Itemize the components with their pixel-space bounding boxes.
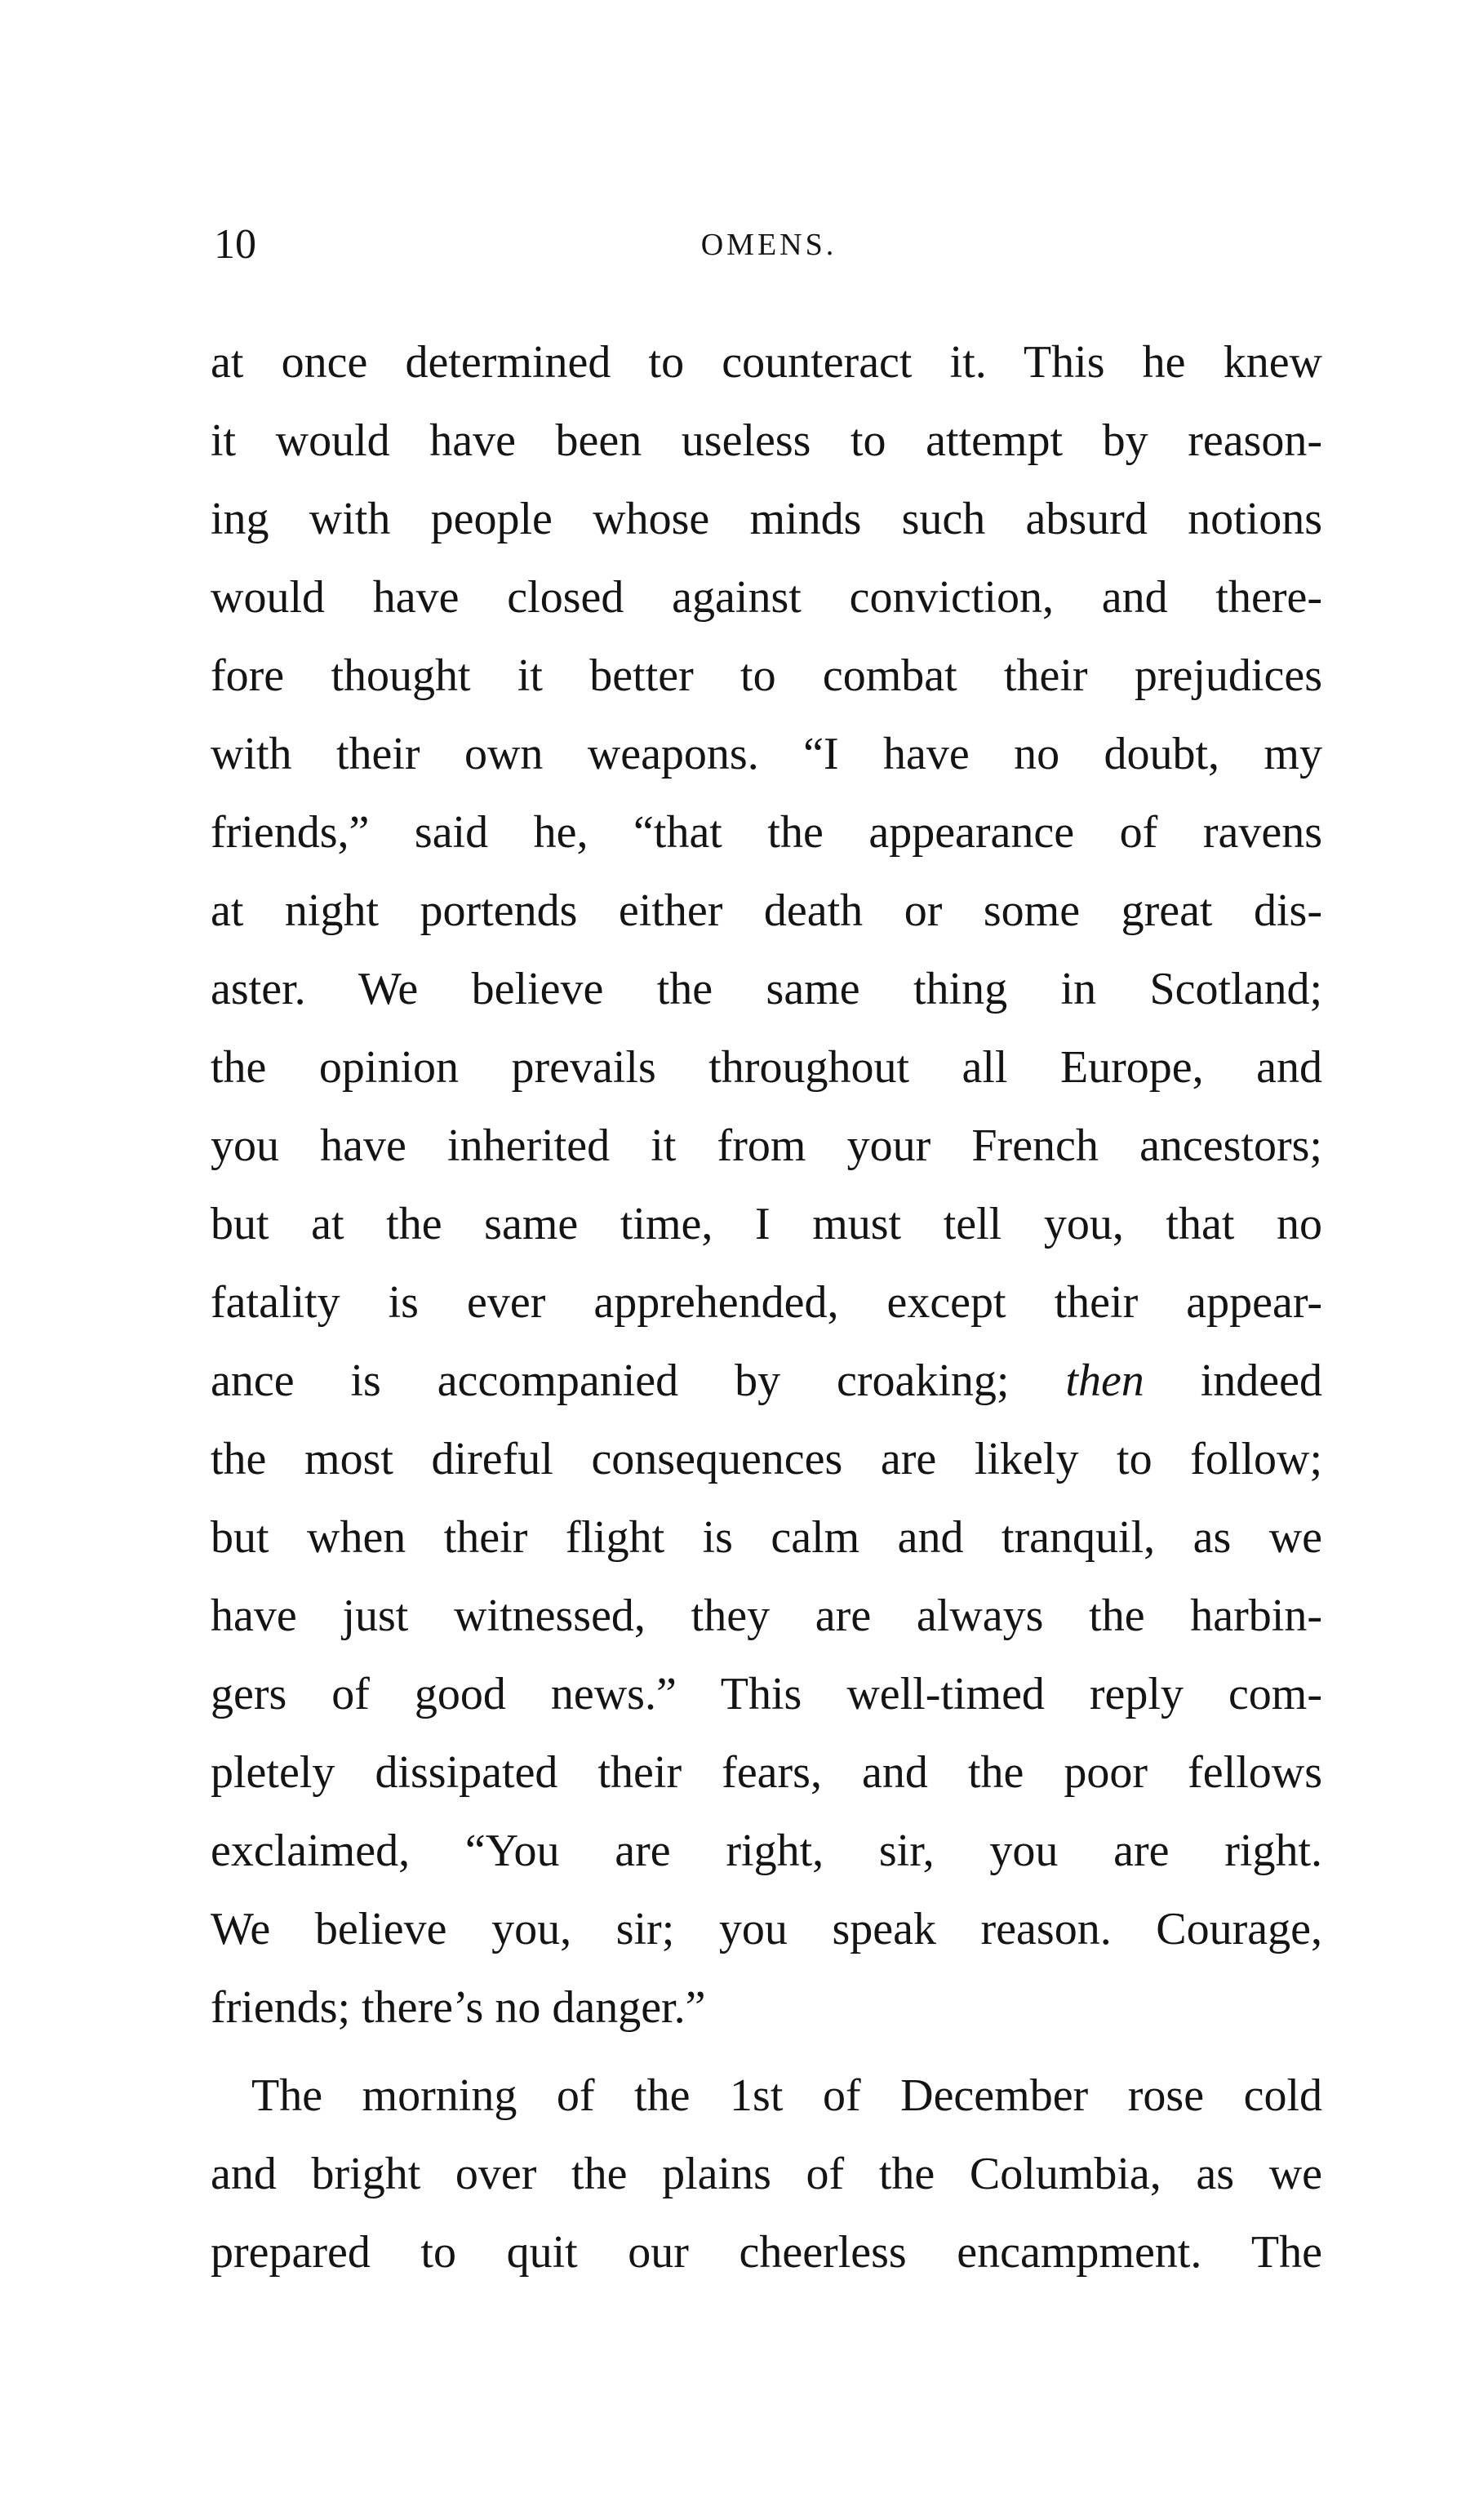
text-segment: ance is accompanied by croaking;	[211, 1355, 1010, 1406]
text-line: exclaimed, “You are right, sir, you are right.	[211, 1826, 1322, 1876]
text-line: you have inherited it from your French ancestors;	[211, 1120, 1322, 1171]
text-line: prepared to quit our cheerless encampment. The	[211, 2227, 1322, 2278]
text-line: ing with people whose minds such absurd notions	[211, 494, 1322, 544]
text-line: friends; there’s no danger.”	[211, 1982, 706, 2033]
text-line: the most direful consequences are likely to follow;	[211, 1434, 1322, 1484]
text-line: and bright over the plains of the Columbia, as we	[211, 2149, 1322, 2199]
text-line: the opinion prevails throughout all Europe, and	[211, 1042, 1322, 1093]
italic-word: then	[1065, 1355, 1144, 1406]
text-line: aster. We believe the same thing in Scotland;	[211, 964, 1322, 1014]
text-line: We believe you, sir; you speak reason. Courage,	[211, 1904, 1322, 1954]
text-line: but when their flight is calm and tranquil, as we	[211, 1512, 1322, 1563]
text-line-with-italic	[211, 1342, 1322, 1420]
text-line: but at the same time, I must tell you, that no	[211, 1199, 1322, 1249]
text-line: fatality is ever apprehended, except their appear-	[211, 1277, 1322, 1328]
running-head: OMENS.	[700, 228, 837, 262]
text-line: gers of good news.” This well-timed reply com-	[211, 1669, 1322, 1719]
text-line: with their own weapons. “I have no doubt, my	[211, 729, 1322, 779]
text-line: would have closed against conviction, and there-	[211, 572, 1322, 623]
text-line: fore thought it better to combat their prejudices	[211, 650, 1322, 701]
page-header	[214, 216, 1324, 273]
body-text	[211, 323, 1322, 2292]
text-line: it would have been useless to attempt by reason-	[211, 415, 1322, 466]
text-line: at once determined to counteract it. This he knew	[211, 337, 1322, 388]
text-line: pletely dissipated their fears, and the poor fellows	[211, 1747, 1322, 1798]
text-line: at night portends either death or some great dis-	[211, 885, 1322, 936]
text-line: The morning of the 1st of December rose cold	[251, 2070, 1322, 2121]
text-segment: indeed	[1200, 1355, 1323, 1406]
paragraph-break	[211, 2047, 1322, 2056]
text-line: have just witnessed, they are always the harbin-	[211, 1591, 1322, 1641]
page-number: 10	[214, 221, 256, 268]
text-line: friends,” said he, “that the appearance of ravens	[211, 807, 1322, 858]
